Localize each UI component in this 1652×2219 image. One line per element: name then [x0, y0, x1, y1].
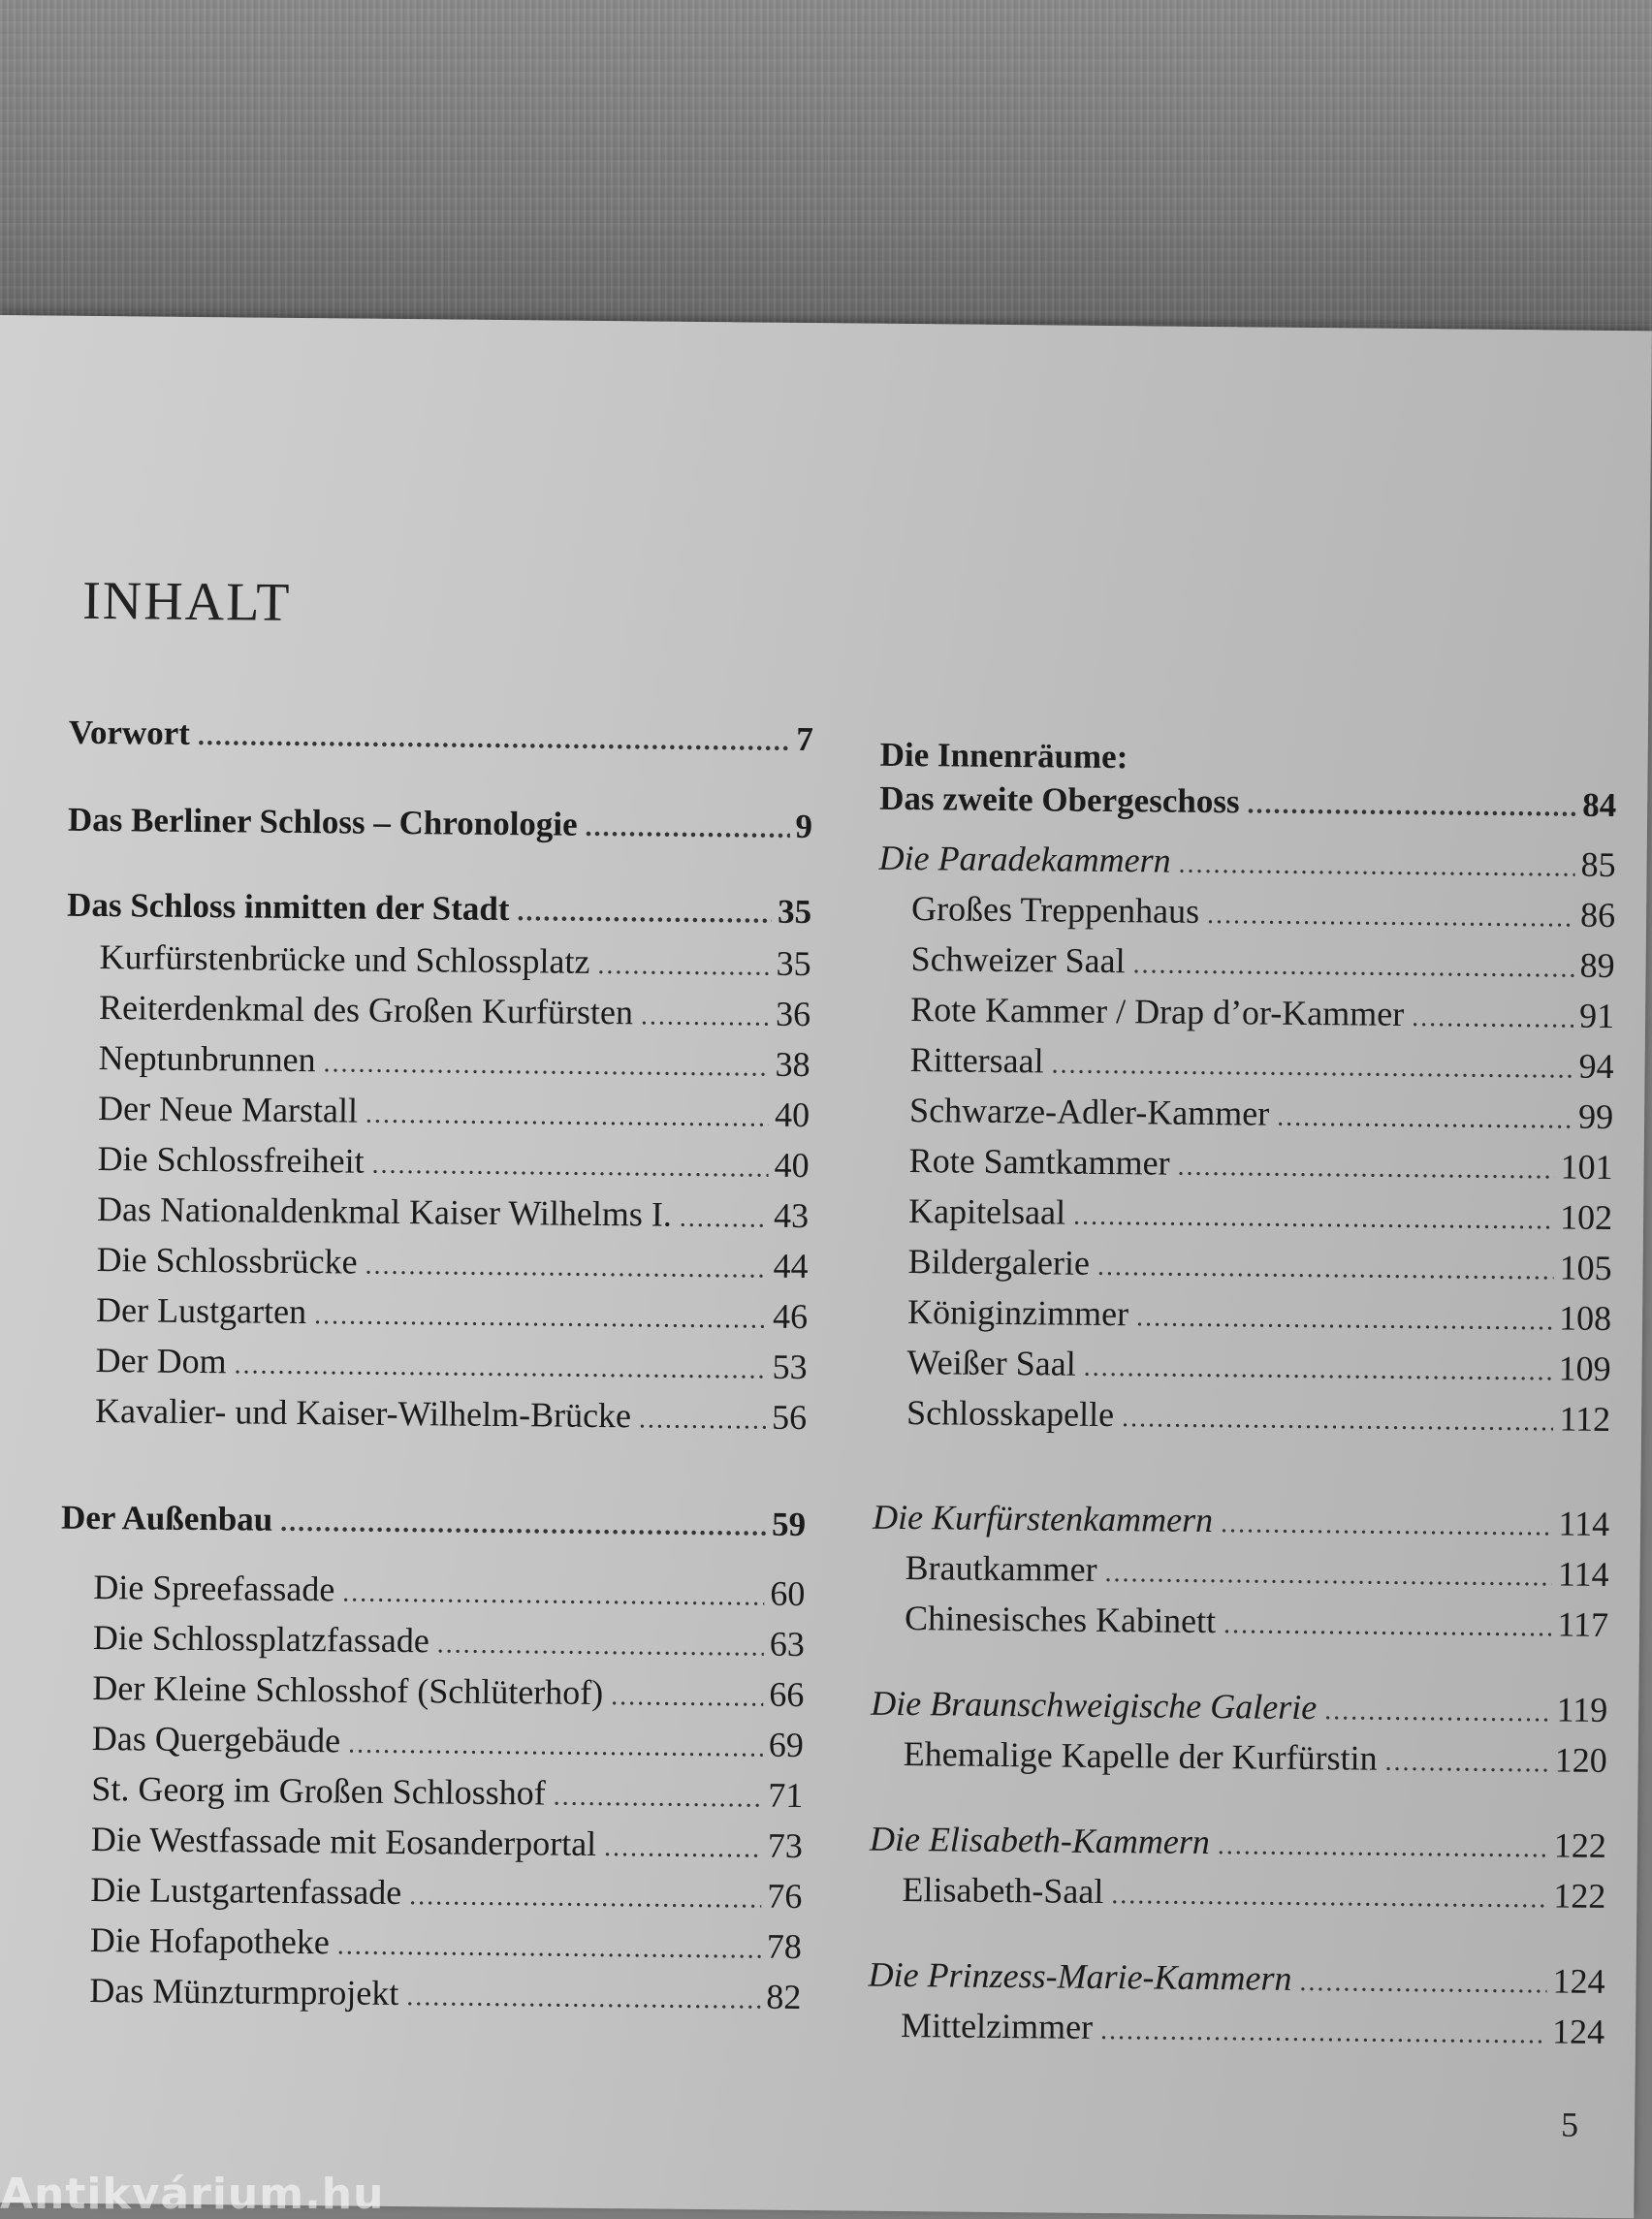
toc-leader-dots: [437, 1629, 764, 1663]
toc-leader-dots: [342, 1577, 764, 1612]
toc-entry-page: 35: [777, 892, 812, 932]
toc-entry-label: Bildergalerie: [907, 1242, 1091, 1283]
toc-entry-label: Mittelzimmer: [900, 2006, 1094, 2046]
toc-entry: [95, 1390, 807, 1438]
toc-entry-label: Die Lustgartenfassade: [90, 1869, 402, 1913]
toc-leader-dots: [1100, 2015, 1546, 2050]
toc-entry-label: Großes Treppenhaus: [910, 889, 1200, 931]
toc-leader-dots: [1111, 1880, 1547, 1915]
toc-entry-label: Schwarze-Adler-Kammer: [908, 1091, 1270, 1133]
toc-entry-page: 7: [796, 719, 814, 759]
toc-entry-page: 124: [1552, 1961, 1605, 2001]
toc-entry-label: Kavalier- und Kaiser-Wilhelm-Brücke: [94, 1390, 632, 1436]
toc-entry: [99, 936, 810, 984]
toc-entry-page: 78: [766, 1926, 803, 1967]
toc-entry: [910, 989, 1614, 1036]
toc-entry-page: 76: [767, 1876, 803, 1917]
toc-entry: [92, 1667, 804, 1715]
toc-entry: [98, 1088, 810, 1135]
toc-leader-dots: [1136, 1302, 1553, 1337]
toc-entry: [901, 2005, 1604, 2052]
toc-entry-page: 71: [768, 1775, 804, 1816]
toc-right-column: [868, 735, 1617, 2051]
toc-leader-dots: [639, 1404, 766, 1436]
toc-entry-label: Rittersaal: [909, 1040, 1044, 1081]
toc-entry-label: Die Westfassade mit Eosanderportal: [90, 1819, 597, 1863]
toc-entry: [90, 1869, 802, 1917]
toc-entry: [907, 1291, 1611, 1339]
toc-leader-dots: [365, 1099, 769, 1134]
toc-entry-label: Der Außenbau: [60, 1498, 273, 1538]
toc-leader-dots: [517, 897, 772, 931]
toc-entry-label: Die Paradekammern: [878, 838, 1171, 880]
watermark: Antikvárium.hu: [0, 2170, 385, 2219]
toc-entry-page: 122: [1553, 1825, 1607, 1865]
background-surface: [0, 0, 1652, 349]
toc-entry-label: Das Quergebäude: [91, 1718, 341, 1760]
toc-entry-page: 46: [772, 1296, 809, 1337]
toc-entry-label: Das Berliner Schloss – Chronologie: [67, 800, 578, 843]
toc-entry: [89, 1970, 801, 2017]
toc-entry-label: Neptunbrunnen: [98, 1038, 316, 1080]
toc-leader-dots: [1277, 1102, 1573, 1136]
toc-leader-dots: [1051, 1049, 1573, 1085]
toc-entry: [905, 1547, 1608, 1595]
toc-entry: [878, 838, 1615, 885]
toc-entry-page: 40: [774, 1094, 810, 1135]
toc-entry: [96, 1239, 808, 1286]
toc-entry-page: 9: [795, 807, 813, 846]
page-heading: INHALT: [81, 570, 292, 633]
toc-leader-dots: [323, 1048, 769, 1083]
toc-entry-label: Die Prinzess-Marie-Kammern: [868, 1954, 1292, 1998]
toc-entry-label: Königinzimmer: [906, 1292, 1129, 1334]
toc-entry: [905, 1598, 1608, 1645]
toc-entry: [871, 1683, 1607, 1730]
toc-entry: [902, 1869, 1605, 1917]
toc-entry-label: Die Elisabeth-Kammern: [869, 1819, 1211, 1862]
toc-section-title: Die Innenräume:: [879, 735, 1128, 777]
toc-entry: [909, 1039, 1613, 1087]
toc-entry-page: 63: [769, 1624, 806, 1664]
toc-entry-label: Der Lustgarten: [95, 1290, 307, 1332]
toc-entry-label: Die Braunschweigische Galerie: [871, 1683, 1318, 1728]
toc-entry: [909, 1090, 1613, 1137]
toc-leader-dots: [1207, 900, 1574, 935]
toc-leader-dots: [1177, 1152, 1554, 1187]
toc-entry-label: Das Nationaldenkmal Kaiser Wilhelms I.: [96, 1189, 673, 1234]
toc-entry-page: 114: [1557, 1554, 1609, 1594]
toc-leader-dots: [1221, 1508, 1553, 1542]
toc-entry-page: 99: [1577, 1096, 1614, 1137]
toc-entry-page: 124: [1551, 2012, 1605, 2051]
toc-entry-label: Der Neue Marstall: [97, 1089, 359, 1130]
toc-leader-dots: [280, 1507, 766, 1543]
toc-entry-page: 69: [768, 1725, 805, 1765]
toc-entry-label: Das Münzturmprojekt: [89, 1970, 399, 2013]
toc-entry: [873, 1497, 1609, 1544]
toc-leader-dots: [1299, 1967, 1546, 2000]
toc-entry-page: 85: [1580, 844, 1616, 885]
toc-entry-page: 114: [1558, 1504, 1610, 1543]
toc-entry-page: 120: [1554, 1740, 1607, 1780]
toc-leader-dots: [1178, 849, 1574, 884]
toc-leader-dots: [585, 812, 789, 845]
toc-entry-label: Vorwort: [68, 713, 191, 752]
toc-entry-page: 105: [1559, 1248, 1612, 1288]
toc-entry-label: Der Kleine Schlosshof (Schlüterhof): [92, 1667, 604, 1713]
toc-entry: [868, 1954, 1604, 2002]
toc-leader-dots: [1084, 1352, 1553, 1388]
toc-entry-page: 35: [776, 943, 811, 984]
toc-entry: [93, 1567, 805, 1614]
toc-entry-page: 112: [1559, 1399, 1611, 1439]
toc-entry-page: 66: [769, 1674, 805, 1715]
toc-entry-label: Die Schlossfreiheit: [97, 1139, 365, 1181]
toc-entry-page: 117: [1557, 1604, 1609, 1644]
toc-entry-label: Kapitelsaal: [907, 1191, 1066, 1232]
toc-leader-dots: [604, 1832, 762, 1865]
toc-entry: [904, 1733, 1607, 1781]
toc-entry-page: 59: [771, 1505, 807, 1544]
toc-entry-label: Die Schlossbrücke: [96, 1240, 358, 1282]
toc-leader-dots: [1104, 1558, 1552, 1593]
toc-entry-page: 109: [1558, 1348, 1611, 1388]
toc-leader-dots: [597, 950, 770, 983]
toc-entry-label: Das Schloss inmitten der Stadt: [66, 885, 510, 929]
toc-leader-dots: [1132, 949, 1573, 984]
toc-entry-label: Chinesisches Kabinett: [904, 1599, 1217, 1641]
toc-leader-dots: [611, 1681, 763, 1714]
toc-entry: [99, 987, 810, 1034]
toc-entry-page: 119: [1556, 1690, 1608, 1729]
toc-entry: [908, 1190, 1612, 1238]
toc-entry: [907, 1241, 1611, 1288]
toc-entry-label: Ehemalige Kapelle der Kurfürstin: [903, 1734, 1378, 1778]
toc-leader-dots: [1223, 1609, 1552, 1643]
toc-leader-dots: [198, 721, 791, 758]
toc-entry-page: 101: [1560, 1147, 1613, 1188]
toc-entry-page: 82: [766, 1977, 802, 2017]
toc-entry-page: 86: [1579, 895, 1616, 935]
toc-entry-label: Das zweite Obergeschoss: [879, 778, 1240, 821]
toc-entry-label: Kurfürstenbrücke und Schlossplatz: [99, 937, 590, 981]
toc-leader-dots: [1384, 1747, 1548, 1780]
toc-leader-dots: [1324, 1696, 1551, 1728]
toc-entry-label: Die Schlossplatzfassade: [92, 1617, 429, 1661]
toc-leader-dots: [1412, 1002, 1573, 1035]
book-page: [0, 315, 1652, 2218]
toc-leader-dots: [680, 1203, 769, 1235]
toc-entry-page: 60: [770, 1573, 806, 1614]
toc-leader-dots: [1247, 789, 1576, 823]
page-number: 5: [1560, 2105, 1579, 2144]
toc-entry-page: 38: [775, 1044, 810, 1085]
toc-entry: [90, 1919, 802, 1967]
toc-entry-page: 84: [1582, 785, 1617, 825]
toc-leader-dots: [365, 1251, 767, 1285]
toc-entry-page: 43: [773, 1195, 810, 1236]
toc-leader-dots: [641, 1000, 770, 1032]
toc-entry-page: 56: [771, 1397, 808, 1438]
toc-entry-label: Elisabeth-Saal: [902, 1870, 1104, 1912]
toc-entry-label: Weißer Saal: [906, 1343, 1076, 1383]
toc-entry-label: Die Kurfürstenkammern: [872, 1497, 1214, 1540]
toc-entry-page: 89: [1579, 945, 1615, 986]
toc-entry-page: 91: [1578, 996, 1615, 1036]
toc-leader-dots: [314, 1300, 767, 1335]
toc-entry: [95, 1340, 807, 1387]
toc-entry: [92, 1718, 804, 1765]
toc-entry: [96, 1289, 808, 1337]
toc-leader-dots: [234, 1349, 766, 1385]
toc-entry-page: 36: [775, 994, 811, 1034]
toc-leader-dots: [554, 1782, 763, 1815]
toc-entry-label: Reiterdenkmal des Großen Kurfürsten: [98, 988, 634, 1032]
toc-entry-page: 94: [1578, 1046, 1614, 1087]
toc-entry: [870, 1819, 1606, 1866]
toc-entry: [879, 779, 1616, 825]
toc-entry-label: Schlosskapelle: [905, 1393, 1115, 1435]
toc-entry: [906, 1342, 1610, 1389]
toc-left-column: [60, 713, 814, 2017]
toc-entry: [91, 1768, 803, 1816]
toc-entry: [911, 888, 1615, 935]
toc-entry-page: 73: [767, 1825, 804, 1866]
toc-entry-label: Rote Samtkammer: [908, 1141, 1170, 1183]
toc-entry: [68, 801, 812, 846]
toc-leader-dots: [1073, 1201, 1554, 1237]
toc-entry: [93, 1617, 805, 1664]
toc-entry: [98, 1037, 810, 1085]
toc-entry-page: 40: [774, 1145, 810, 1186]
toc-leader-dots: [406, 1981, 760, 2016]
toc-entry-label: St. Georg im Großen Schlosshof: [91, 1768, 546, 1813]
toc-leader-dots: [409, 1881, 761, 1915]
toc-entry-page: 53: [772, 1347, 808, 1387]
toc-entry-label: Schweizer Saal: [910, 939, 1126, 981]
toc-leader-dots: [1218, 1830, 1548, 1864]
toc-entry: [69, 713, 813, 759]
toc-entry: [67, 886, 811, 932]
toc-entry: [97, 1138, 809, 1186]
toc-leader-dots: [1097, 1252, 1554, 1287]
toc-entry: [97, 1189, 809, 1236]
toc-entry-label: Die Spreefassade: [93, 1567, 335, 1609]
toc-leader-dots: [337, 1930, 761, 1965]
toc-entry-page: 108: [1558, 1298, 1612, 1339]
toc-entry-label: Die Hofapotheke: [89, 1919, 331, 1962]
toc-entry-label: Der Dom: [95, 1340, 227, 1381]
toc-entry-page: 44: [773, 1246, 809, 1286]
toc-entry-label: Brautkammer: [905, 1548, 1097, 1589]
toc-leader-dots: [1122, 1403, 1554, 1438]
toc-entry-label: Rote Kammer / Drap d’or-Kammer: [909, 990, 1405, 1033]
toc-entry: [910, 938, 1614, 986]
toc-leader-dots: [371, 1150, 768, 1185]
toc-entry: [61, 1499, 806, 1544]
toc-entry: [908, 1140, 1612, 1188]
toc-entry-page: 122: [1553, 1876, 1606, 1916]
toc-entry-page: 102: [1559, 1197, 1613, 1238]
toc-leader-dots: [348, 1729, 763, 1764]
toc-entry: [91, 1819, 803, 1866]
toc-entry: [906, 1392, 1610, 1440]
